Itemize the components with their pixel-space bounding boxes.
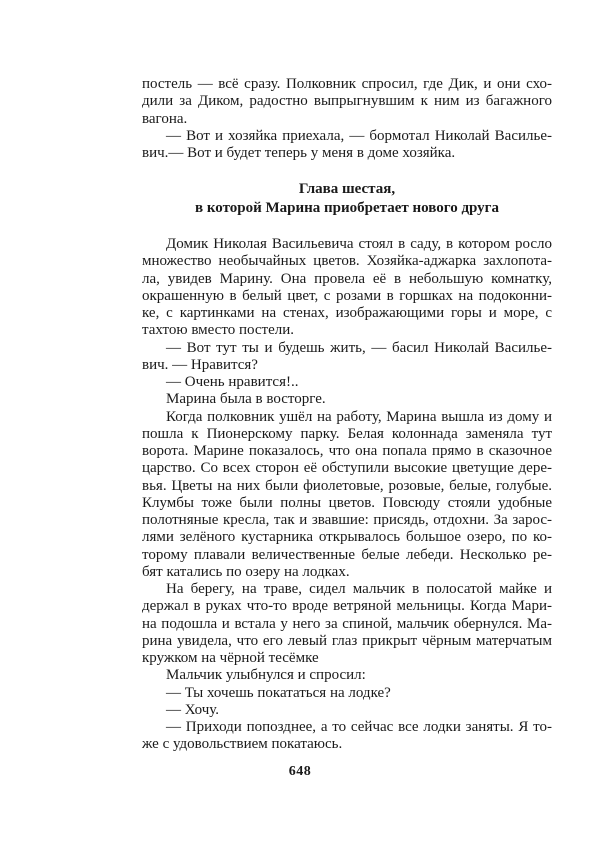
text-line: ла, увидев Марину. Она провела её в небольшую комнатку, bbox=[142, 270, 552, 287]
text-line: окрашенную в белый цвет, с розами в горшках на подоконни- bbox=[142, 287, 552, 304]
text-line: держал в руках что-то вроде ветряной мельницы. Когда Мари- bbox=[142, 598, 552, 615]
paragraph bbox=[142, 374, 552, 391]
text-line: постель — всё сразу. Полковник спросил, где Дик, и они схо- bbox=[142, 76, 552, 92]
paragraph bbox=[142, 581, 552, 667]
chapter-subtitle: в которой Марина приобретает нового друга bbox=[195, 200, 499, 216]
text-line: ворота. Марине показалось, что она попала прямо в сказочное bbox=[142, 443, 552, 459]
text-line: дили за Диком, радостно выпрыгнувшим к ним из багажного bbox=[142, 93, 552, 110]
text-line: Марина была в восторге. bbox=[166, 391, 326, 408]
paragraph bbox=[142, 685, 552, 702]
text-line: На берегу, на траве, сидел мальчик в полосатой майке и bbox=[166, 581, 552, 597]
text-line: — Вот и хозяйка приехала, — бормотал Николай Василье- bbox=[166, 127, 552, 144]
text-line: Клумбы тоже были полны цветов. Повсюду стояли удобные bbox=[142, 494, 552, 511]
preceding-text bbox=[142, 76, 552, 162]
page-number: 648 bbox=[288, 764, 312, 779]
text-line: кружком на чёрной тесёмке bbox=[142, 650, 319, 666]
chapter-title: Глава шестая, bbox=[298, 181, 396, 197]
text-line: вагона. bbox=[142, 110, 188, 127]
text-line: — Приходи попозднее, а то сейчас все лодки заняты. Я то- bbox=[166, 719, 552, 735]
text-line: на подошла и встала у него за спиной, мальчик обернулся. Ма- bbox=[142, 615, 552, 632]
paragraph bbox=[142, 702, 552, 719]
paragraph bbox=[142, 340, 552, 375]
paragraph bbox=[142, 236, 552, 340]
paragraph bbox=[142, 128, 552, 163]
text-line: же с удовольствием покатаюсь. bbox=[142, 736, 343, 753]
text-line: пошла к Пионерскому парку. Белая колоннада заменяла тут bbox=[142, 425, 552, 442]
text-line: торому плавали величественные белые лебеди. Несколько ре- bbox=[142, 546, 552, 563]
text-line: ке, с картинками на стенах, изображающими горы и море, с bbox=[142, 305, 552, 321]
text-line: бят катались по озеру на лодках. bbox=[142, 563, 350, 580]
text-line: царство. Со всех сторон её обступили высокие цветущие дере- bbox=[142, 460, 552, 477]
paragraph bbox=[142, 719, 552, 754]
text-line: вич.— Вот и будет теперь у меня в доме хозяйка. bbox=[142, 145, 456, 161]
paragraph bbox=[142, 76, 552, 128]
paragraph bbox=[142, 409, 552, 582]
paragraph bbox=[142, 667, 552, 684]
text-line: множество необычайных цветов. Хозяйка-аджарка захлопота- bbox=[142, 253, 552, 270]
text-line: тахтою вместо постели. bbox=[142, 322, 294, 339]
text-line: — Вот тут ты и будешь жить, — басил Николай Василье- bbox=[166, 339, 552, 356]
text-line: — Очень нравится!.. bbox=[166, 374, 299, 390]
text-line: вья. Цветы на них были фиолетовые, розовые, белые, голубые. bbox=[142, 477, 552, 494]
text-line: вич. — Нравится? bbox=[142, 356, 258, 373]
text-line: Когда полковник ушёл на работу, Марина вышла из дому и bbox=[166, 408, 552, 425]
text-line: полотняные кресла, так и звавшие: присядь, отдохни. За зарос- bbox=[142, 512, 552, 528]
text-line: — Ты хочешь покататься на лодке? bbox=[166, 684, 391, 701]
text-line: лями зелёного кустарника открывалось большое озеро, по ко- bbox=[142, 529, 552, 546]
text-line: Мальчик улыбнулся и спросил: bbox=[166, 667, 366, 684]
text-line: Домик Николая Васильевича стоял в саду, в котором росло bbox=[166, 236, 552, 252]
chapter-body bbox=[142, 236, 552, 754]
text-line: рина увидела, что его левый глаз прикрыт чёрным матерчатым bbox=[142, 632, 552, 649]
paragraph bbox=[142, 391, 552, 408]
text-line: — Хочу. bbox=[166, 701, 220, 718]
